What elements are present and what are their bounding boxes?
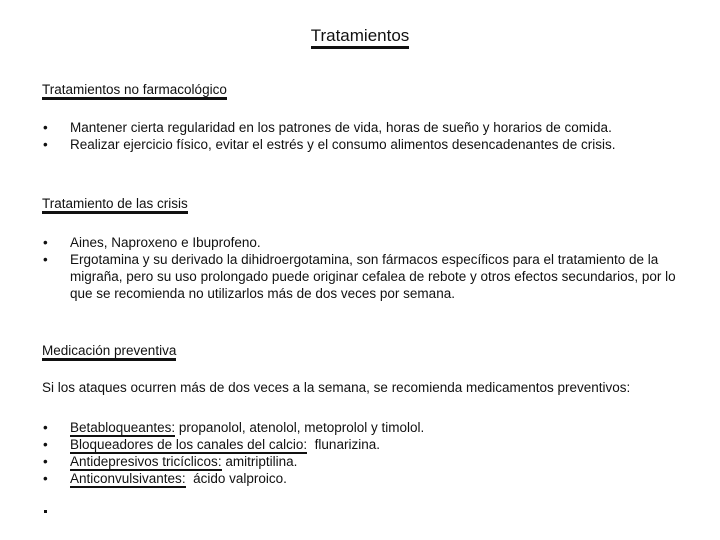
list-no-farmacologico [42,119,692,153]
bullet-icon: • [43,420,48,435]
heading-no-farmacologico: Tratamientos no farmacológico [42,81,227,99]
drug-class-term: Antidepresivos tricíclicos [70,454,218,469]
list-item: • Anticonvulsivantes: ácido valproico. [43,471,287,486]
list-item: • Aines, Naproxeno e Ibuprofeno. [43,235,261,250]
list-crisis [42,234,682,302]
list-item: • Ergotamina y su derivado la dihidroergotamina, son fármacos específicos para el tratamiento de la migraña, pero su uso prolongado puede originar cefalea de rebote y otros efectos secundarios, por lo que se recomienda no utilizarlos más de dos veces por semana. [43,252,676,301]
intro-preventiva: Si los ataques ocurren más de dos veces a la semana, se recomienda medicamentos preventivos: [42,380,631,395]
drug-class-term: Bloqueadores de los canales del calcio [70,437,304,452]
heading-preventiva: Medicación preventiva [42,342,176,360]
drug-class-term: Betabloqueantes [70,420,172,435]
page-title: Tratamientos [0,24,720,48]
bullet-icon: • [43,471,48,486]
bullet-icon: • [43,120,48,135]
bullet-icon: • [43,137,48,152]
list-item: • Realizar ejercicio físico, evitar el estrés y el consumo alimentos desencadenantes de crisis. [43,137,616,152]
stray-mark [44,510,47,513]
bullet-icon: • [43,437,48,452]
list-item: • Mantener cierta regularidad en los patrones de vida, horas de sueño y horarios de comida. [43,120,612,135]
list-item: • Betabloqueantes: propanolol, atenolol, metoprolol y timolol. [43,420,425,435]
list-item: • Bloqueadores de los canales del calcio: flunarizina. [43,437,380,452]
heading-crisis: Tratamiento de las crisis [42,195,188,213]
list-item: • Antidepresivos tricíclicos: amitriptilina. [43,454,298,469]
bullet-icon: • [43,454,48,469]
bullet-icon: • [43,252,48,267]
drug-class-term: Anticonvulsivantes [70,471,182,486]
bullet-icon: • [43,235,48,250]
list-preventiva [42,419,692,487]
